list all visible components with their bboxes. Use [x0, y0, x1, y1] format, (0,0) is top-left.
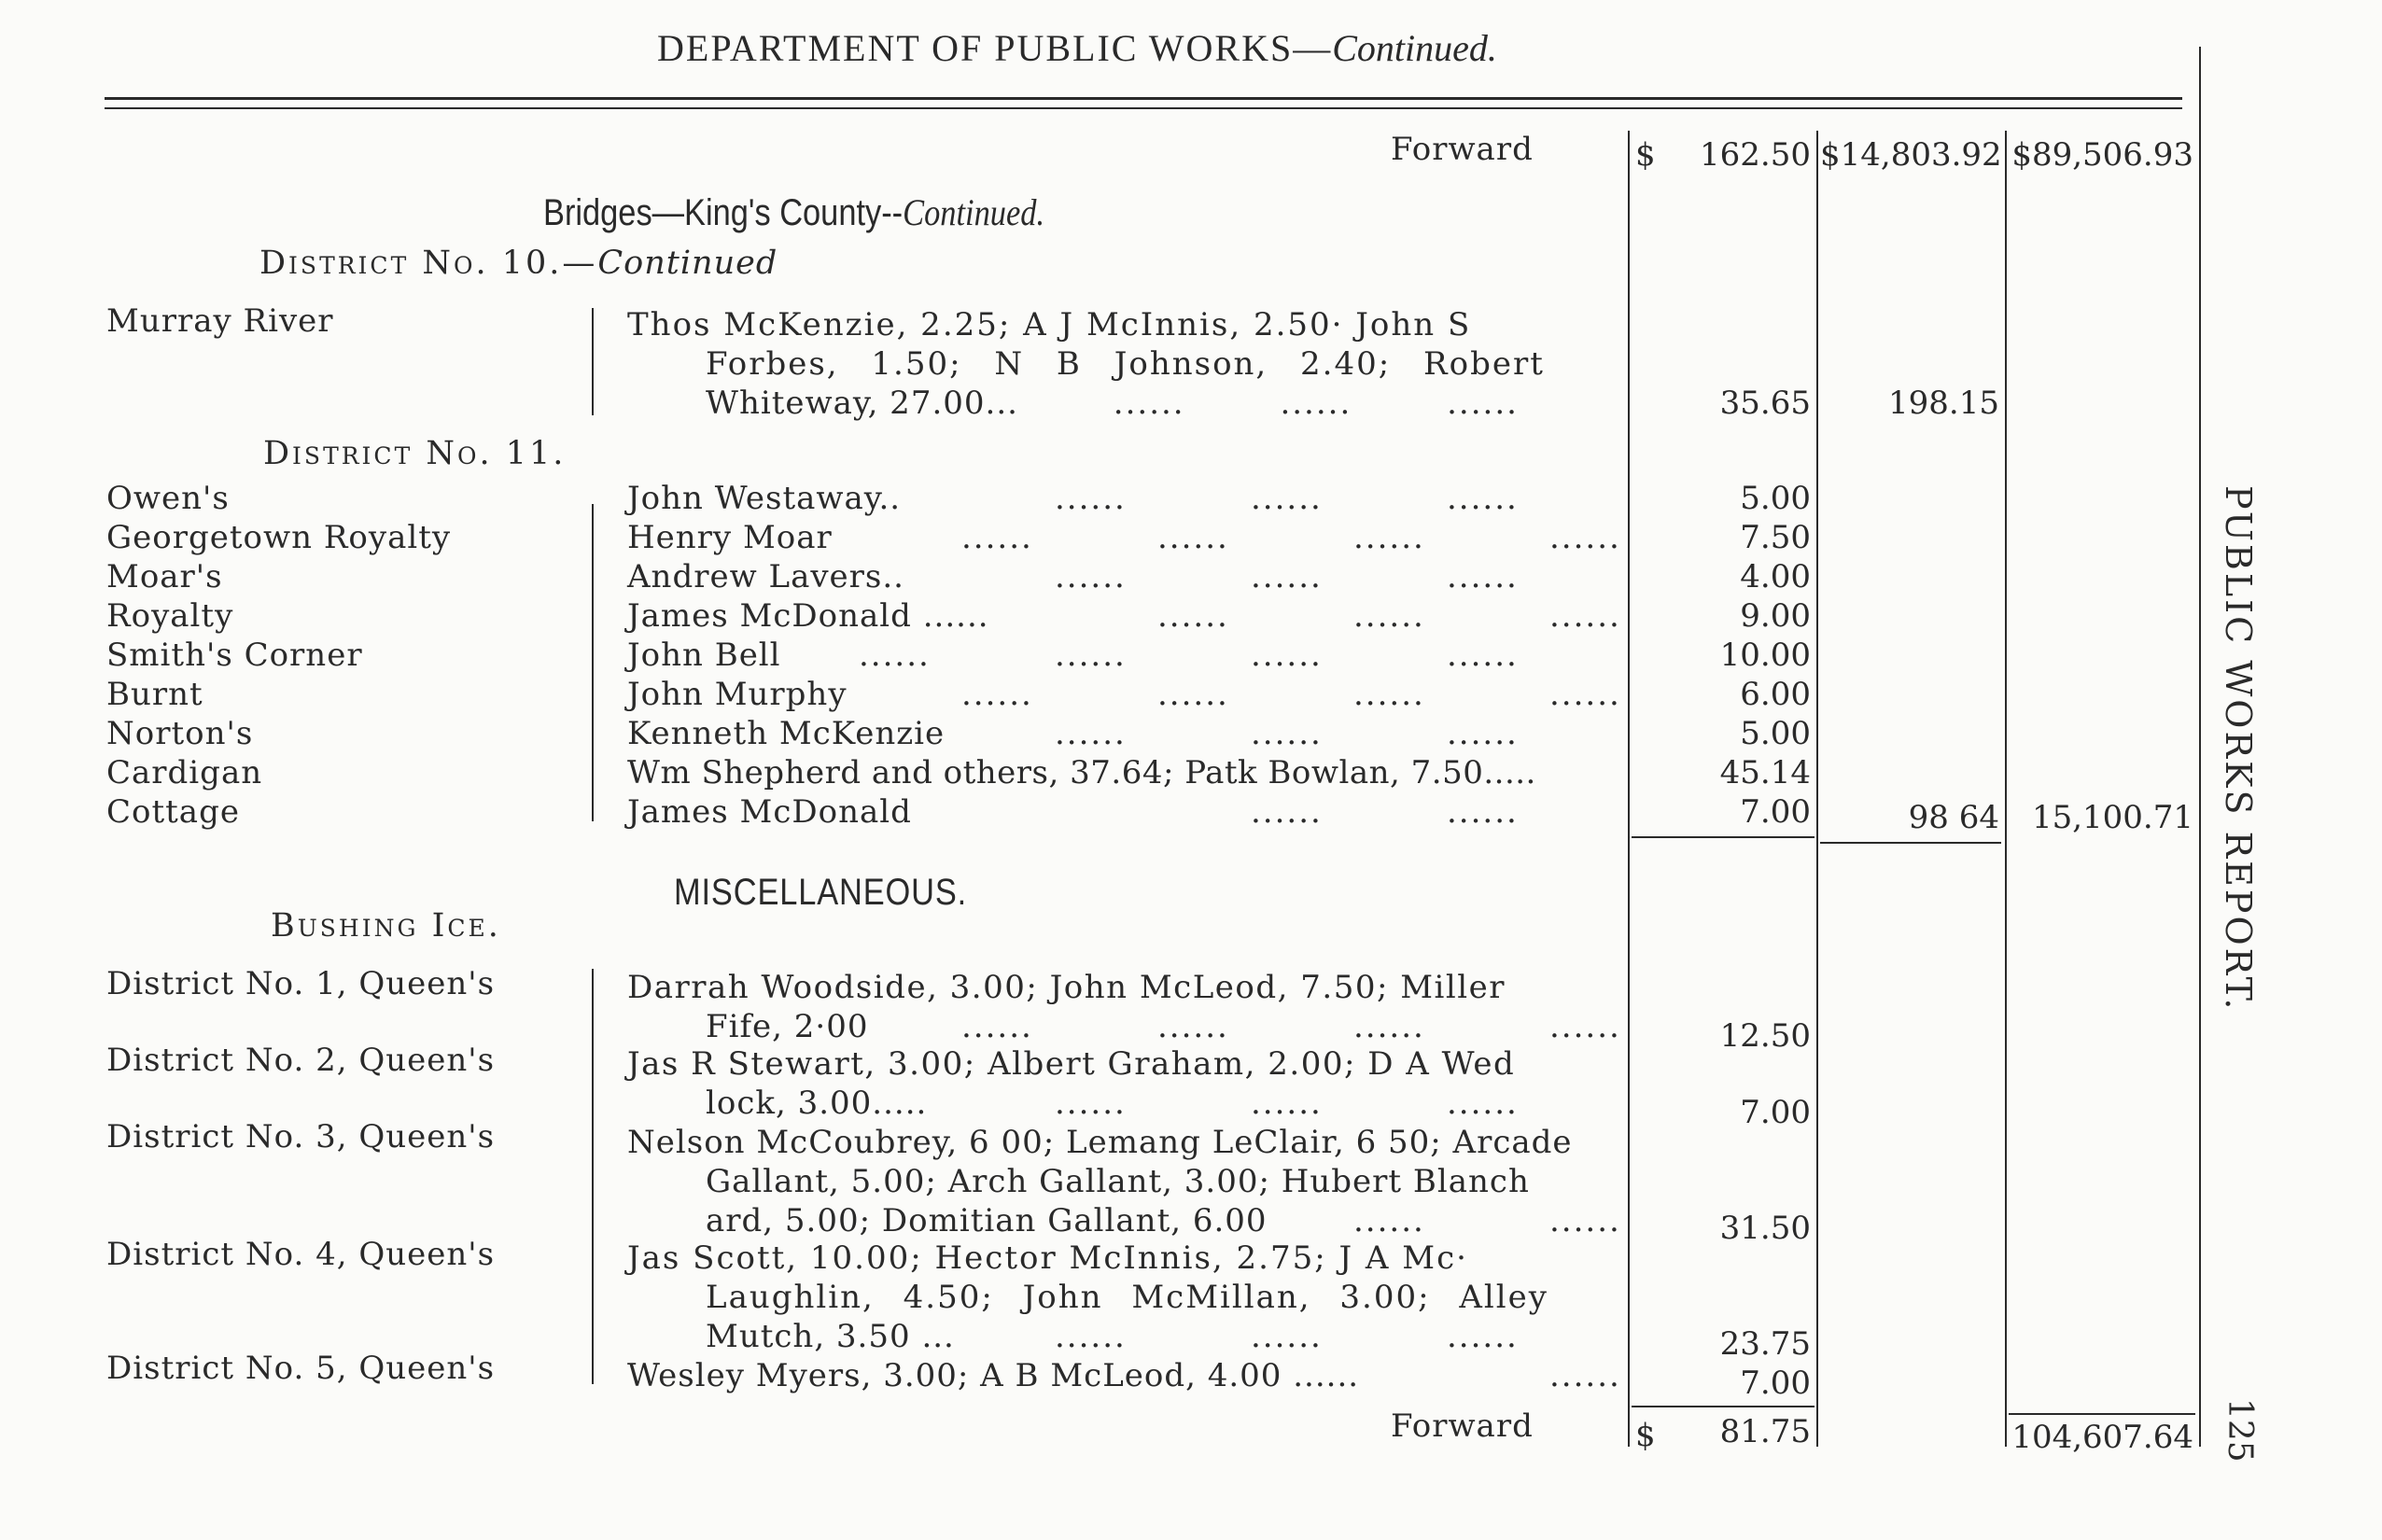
dot-leader: ...... — [1447, 480, 1519, 517]
dot-leader: ...... — [1549, 597, 1621, 635]
district-10-continued: Continued — [597, 245, 778, 282]
header-rule-bottom — [105, 107, 2182, 109]
ice-line: Jas R Stewart, 3.00; Albert Graham, 2.00; D A Wed — [627, 1045, 1516, 1083]
ice-line: lock, 3.00..... — [706, 1085, 928, 1122]
murray-amount: 35.65 — [1719, 385, 1811, 422]
murray-line1: Thos McKenzie, 2.25; A J McInnis, 2.50· John S — [627, 306, 1472, 343]
dot-leader: ...... — [1447, 558, 1519, 595]
ice-amount: 31.50 — [1719, 1210, 1811, 1247]
dot-leader: ...... — [1447, 1085, 1519, 1122]
ice-line: Mutch, 3.50 ... — [706, 1318, 955, 1355]
dot-leader: ...... — [1251, 1085, 1323, 1122]
d11-name: James McDonald — [627, 793, 912, 831]
forward-bottom-dollar: $ — [1635, 1417, 1657, 1454]
dots: ...... — [1280, 385, 1352, 422]
d11-total-col2: 98 64 — [1908, 799, 1999, 836]
dot-leader: ...... — [1055, 637, 1127, 674]
page-number: 125 — [2221, 1398, 2259, 1463]
header-dash: — — [1293, 27, 1333, 69]
d11-total-col3: 15,100.71 — [2031, 799, 2193, 836]
dot-leader: ...... — [961, 676, 1033, 713]
d11-place: Moar's — [106, 558, 223, 595]
d11-place: Burnt — [106, 676, 203, 713]
dot-leader: ...... — [1251, 558, 1323, 595]
forward-top-col2: $14,803.92 — [1820, 136, 2002, 174]
dot-leader: ...... — [1447, 793, 1519, 831]
d11-place: Cottage — [106, 793, 240, 831]
dots: ...... — [1447, 385, 1519, 422]
d11-amount: 10.00 — [1719, 637, 1811, 674]
dot-leader: ...... — [1353, 597, 1425, 635]
header-title: DEPARTMENT OF PUBLIC WORKS — [657, 27, 1294, 69]
dot-leader: ...... — [1157, 597, 1229, 635]
desc-line-murray — [592, 308, 594, 415]
dot-leader: ...... — [1353, 1008, 1425, 1045]
d11-place: Royalty — [106, 597, 234, 635]
d11-col2-rule — [1820, 842, 2001, 844]
d11-name: John Murphy — [627, 676, 848, 713]
d11-amount: 5.00 — [1740, 480, 1811, 517]
forward-top-col3: $89,506.93 — [2011, 136, 2193, 174]
header-rule-top — [105, 97, 2182, 100]
dot-leader: ...... — [961, 519, 1033, 556]
desc-line-ice — [592, 969, 594, 1384]
dot-leader: ...... — [1549, 519, 1621, 556]
section-title-text: Bridges—King's County-- — [543, 192, 904, 233]
section-title-continued: Continued. — [903, 191, 1045, 233]
dot-leader: ...... — [1447, 637, 1519, 674]
col-line-3 — [2005, 131, 2007, 1447]
dot-leader: ...... — [1157, 519, 1229, 556]
d11-amount: 9.00 — [1740, 597, 1811, 635]
dot-leader: ...... — [1353, 676, 1425, 713]
dot-leader: ...... — [1055, 1085, 1127, 1122]
d11-place: Norton's — [106, 715, 254, 752]
dot-leader: ...... — [1251, 1318, 1323, 1355]
ice-line: Wesley Myers, 3.00; A B McLeod, 4.00 ...... — [627, 1357, 1360, 1394]
col-line-1 — [1628, 131, 1630, 1447]
desc-line-d11 — [592, 504, 594, 821]
dot-leader: ...... — [1447, 715, 1519, 752]
ice-amount: 23.75 — [1719, 1325, 1811, 1363]
section-title — [543, 190, 1044, 234]
dot-leader: ...... — [1055, 1318, 1127, 1355]
dot-leader: ...... — [1549, 676, 1621, 713]
page-header — [657, 26, 1497, 70]
dot-leader: ...... — [1353, 519, 1425, 556]
d11-name: Henry Moar — [627, 519, 833, 556]
ice-place: District No. 3, Queen's — [106, 1118, 496, 1155]
ice-line: Laughlin, 4.50; John McMillan, 3.00; Alley — [706, 1279, 1549, 1316]
forward-top-col1: 162.50 — [1700, 136, 1811, 174]
murray-line3-text: Whiteway, 27.00... — [706, 385, 1018, 422]
forward-bottom-col1: 81.75 — [1719, 1413, 1811, 1450]
ice-place: District No. 4, Queen's — [106, 1236, 496, 1273]
d11-amount: 5.00 — [1740, 715, 1811, 752]
d11-col1-rule — [1632, 836, 1815, 838]
d11-amount: 7.00 — [1740, 793, 1811, 831]
dots: ...... — [1113, 385, 1185, 422]
d11-place: Smith's Corner — [106, 637, 363, 674]
district-10-label: District No. 10.— — [259, 245, 598, 282]
dot-leader: ...... — [1447, 1318, 1519, 1355]
d11-name: Wm Shepherd and others, 37.64; Patk Bowlan, 7.50..... — [627, 754, 1536, 791]
col-line-2 — [1816, 131, 1818, 1447]
dot-leader: ...... — [961, 1008, 1033, 1045]
ice-line: Fife, 2·00 — [706, 1008, 869, 1045]
dot-leader: ...... — [1251, 715, 1323, 752]
dot-leader: ...... — [1055, 558, 1127, 595]
dot-leader: ...... — [1157, 1008, 1229, 1045]
ice-amount: 7.00 — [1740, 1094, 1811, 1131]
side-title: PUBLIC WORKS REPORT. — [2218, 485, 2259, 1013]
bushing-ice-heading: Bushing Ice. — [271, 907, 501, 945]
ice-place: District No. 2, Queen's — [106, 1042, 496, 1079]
d11-amount: 7.50 — [1740, 519, 1811, 556]
ice-line: Jas Scott, 10.00; Hector McInnis, 2.75; J A Mc· — [627, 1239, 1468, 1277]
d11-amount: 4.00 — [1740, 558, 1811, 595]
d11-place: Cardigan — [106, 754, 263, 791]
ice-line: Darrah Woodside, 3.00; John McLeod, 7.50; Miller — [627, 969, 1506, 1006]
d11-place: Owen's — [106, 480, 230, 517]
dot-leader: ...... — [1549, 1202, 1621, 1239]
murray-line2: Forbes, 1.50; N B Johnson, 2.40; Robert — [706, 345, 1545, 383]
bottom-col1-rule — [1632, 1406, 1815, 1407]
dot-leader: ...... — [1251, 480, 1323, 517]
ice-place: District No. 1, Queen's — [106, 965, 496, 1002]
dot-leader: ...... — [1251, 637, 1323, 674]
forward-top-label: Forward — [1391, 131, 1534, 168]
ice-line: ard, 5.00; Domitian Gallant, 6.00 — [706, 1202, 1268, 1239]
murray-place: Murray River — [106, 302, 334, 340]
forward-bottom-label: Forward — [1391, 1407, 1534, 1445]
ice-line: Gallant, 5.00; Arch Gallant, 3.00; Hubert Blanch — [706, 1163, 1530, 1200]
d11-amount: 45.14 — [1719, 754, 1811, 791]
murray-subtotal: 198.15 — [1888, 385, 1999, 422]
dot-leader: ...... — [1055, 715, 1127, 752]
misc-title: MISCELLANEOUS. — [674, 872, 968, 913]
dot-leader: ...... — [1251, 793, 1323, 831]
d11-name: Andrew Lavers.. — [627, 558, 904, 595]
col-line-4 — [2199, 47, 2201, 1447]
d11-name: James McDonald ...... — [627, 597, 989, 635]
d11-name: Kenneth McKenzie — [627, 715, 946, 752]
ice-place: District No. 5, Queen's — [106, 1350, 496, 1387]
dot-leader: ...... — [1353, 1202, 1425, 1239]
forward-top-dollar: $ — [1635, 136, 1657, 174]
d11-place: Georgetown Royalty — [106, 519, 452, 556]
dot-leader: ...... — [1549, 1357, 1621, 1394]
dot-leader: ...... — [1549, 1008, 1621, 1045]
ice-amount: 7.00 — [1740, 1365, 1811, 1402]
district-11-heading: District No. 11. — [263, 435, 567, 472]
dot-leader: ...... — [1055, 480, 1127, 517]
murray-line3 — [706, 385, 1519, 422]
forward-bottom-col3: 104,607.64 — [2011, 1419, 2193, 1456]
bottom-col3-rule — [2009, 1413, 2195, 1415]
dot-leader: ...... — [1157, 676, 1229, 713]
header-continued: Continued. — [1332, 27, 1497, 69]
ice-line: Nelson McCoubrey, 6 00; Lemang LeClair, 6 50; Arcade — [627, 1124, 1573, 1161]
d11-name: John Westaway.. — [627, 480, 902, 517]
d11-name: John Bell — [627, 637, 781, 674]
d11-amount: 6.00 — [1740, 676, 1811, 713]
dot-leader: ...... — [859, 637, 931, 674]
district-10-heading — [259, 245, 778, 282]
ice-amount: 12.50 — [1719, 1017, 1811, 1055]
